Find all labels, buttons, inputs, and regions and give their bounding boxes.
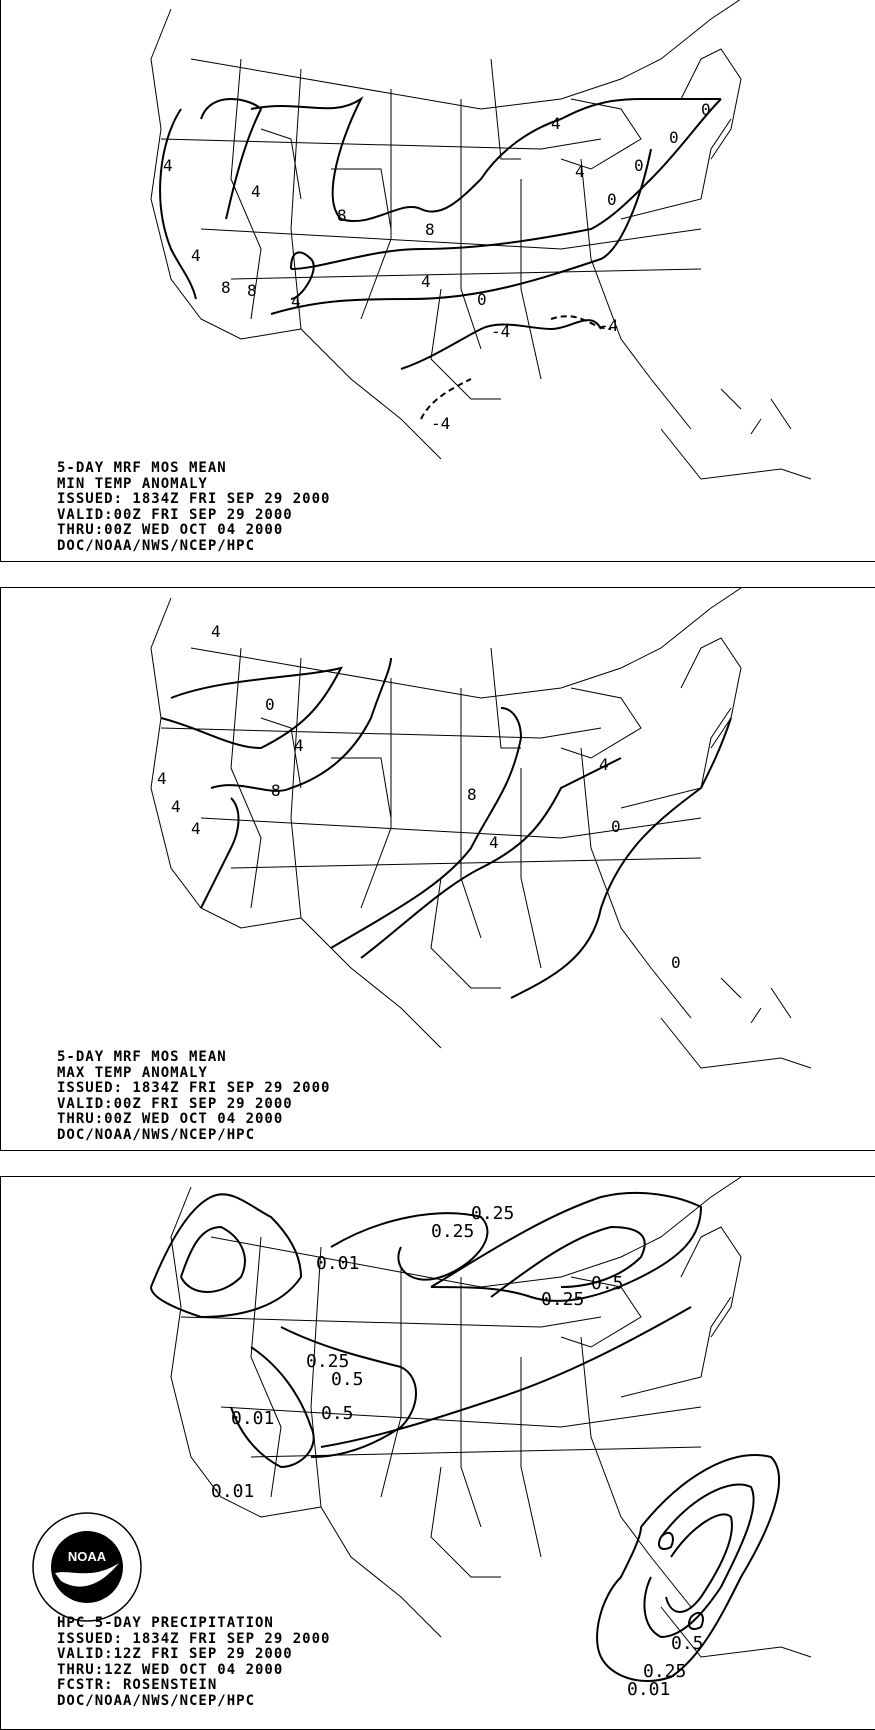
caption-line: DOC/NOAA/NWS/NCEP/HPC bbox=[57, 537, 256, 554]
contour-label: 4 bbox=[163, 156, 173, 175]
caption-line: VALID:00Z FRI SEP 29 2000 bbox=[57, 506, 293, 523]
contour-label: 8 bbox=[221, 278, 231, 297]
contour-label: 0 bbox=[634, 156, 644, 175]
contour-label: 0.25 bbox=[306, 1351, 350, 1372]
max-temp-anomaly-panel bbox=[0, 587, 875, 1151]
caption-line: FCSTR: ROSENSTEIN bbox=[57, 1677, 218, 1693]
contour-label: 4 bbox=[291, 292, 301, 311]
contour-lines bbox=[161, 658, 731, 998]
contour-label: 4 bbox=[421, 272, 431, 291]
contour-label: 0.5 bbox=[321, 1403, 354, 1424]
contour-lines bbox=[151, 1193, 779, 1681]
contour-label: 0.25 bbox=[541, 1289, 585, 1310]
contour-label: 0.25 bbox=[643, 1661, 687, 1682]
contour-label: 4 bbox=[599, 755, 609, 774]
contour-label: 0.25 bbox=[471, 1203, 515, 1224]
map-caption bbox=[57, 1050, 330, 1143]
contour-label: 0 bbox=[611, 817, 621, 836]
caption-line: ISSUED: 1834Z FRI SEP 29 2000 bbox=[57, 1630, 331, 1647]
caption-line: MAX TEMP ANOMALY bbox=[57, 1064, 208, 1081]
contour-label: 4 bbox=[157, 769, 167, 788]
contour-label: 4 bbox=[489, 833, 499, 852]
contour-label: 0 bbox=[671, 953, 681, 972]
contour-label: 4 bbox=[211, 622, 221, 641]
caption-line: DOC/NOAA/NWS/NCEP/HPC bbox=[57, 1692, 256, 1709]
map-caption bbox=[57, 1616, 330, 1709]
contour-label: 4 bbox=[551, 114, 561, 133]
contour-label: 0.01 bbox=[211, 1481, 255, 1502]
contour-lines bbox=[160, 99, 721, 419]
caption-line: DOC/NOAA/NWS/NCEP/HPC bbox=[57, 1126, 256, 1143]
contour-label: 8 bbox=[467, 785, 477, 804]
contour-label: 0 bbox=[477, 290, 487, 309]
caption-line: HPC 5-DAY PRECIPITATION bbox=[57, 1615, 274, 1631]
contour-label: 8 bbox=[247, 281, 257, 300]
caption-line: ISSUED: 1834Z FRI SEP 29 2000 bbox=[57, 491, 331, 507]
caption-line: 5-DAY MRF MOS MEAN bbox=[57, 1049, 227, 1065]
caption-line: THRU:00Z WED OCT 04 2000 bbox=[57, 522, 284, 538]
contour-label: 0.25 bbox=[431, 1221, 475, 1242]
contour-label: 0.01 bbox=[627, 1679, 671, 1700]
contour-label: 4 bbox=[294, 736, 304, 755]
contour-label: 4 bbox=[251, 182, 261, 201]
contour-label: 0 bbox=[607, 190, 617, 209]
contour-label: 0.5 bbox=[591, 1273, 624, 1294]
caption-line: VALID:12Z FRI SEP 29 2000 bbox=[57, 1646, 293, 1662]
caption-line: VALID:00Z FRI SEP 29 2000 bbox=[57, 1095, 293, 1112]
contour-label: 4 bbox=[171, 797, 181, 816]
contour-label: 4 bbox=[575, 162, 585, 181]
contour-label: 0.5 bbox=[331, 1369, 364, 1390]
caption-line: 5-DAY MRF MOS MEAN bbox=[57, 460, 227, 476]
noaa-logo-icon bbox=[31, 1511, 143, 1623]
state-boundaries bbox=[151, 0, 811, 479]
noaa-logo-text: NOAA bbox=[67, 1549, 107, 1564]
contour-label: 8 bbox=[337, 206, 347, 225]
contour-label: 8 bbox=[271, 781, 281, 800]
caption-line: THRU:00Z WED OCT 04 2000 bbox=[57, 1111, 284, 1127]
precipitation-panel bbox=[0, 1176, 875, 1730]
contour-label: 8 bbox=[425, 220, 435, 239]
contour-label: 0.01 bbox=[231, 1408, 275, 1429]
contour-label: 0 bbox=[265, 695, 275, 714]
map-caption bbox=[57, 461, 330, 554]
caption-line: MIN TEMP ANOMALY bbox=[57, 475, 208, 492]
min-temp-anomaly-panel bbox=[0, 0, 875, 562]
contour-label: 0 bbox=[669, 128, 679, 147]
contour-label: -4 bbox=[431, 414, 451, 433]
contour-label: -4 bbox=[599, 316, 619, 335]
contour-label: 4 bbox=[191, 819, 201, 838]
contour-label: -4 bbox=[491, 322, 511, 341]
contour-label: 0.01 bbox=[316, 1253, 360, 1274]
caption-line: THRU:12Z WED OCT 04 2000 bbox=[57, 1661, 284, 1678]
contour-label: 4 bbox=[191, 246, 201, 265]
contour-label: 0 bbox=[701, 100, 711, 119]
caption-line: ISSUED: 1834Z FRI SEP 29 2000 bbox=[57, 1080, 331, 1096]
contour-label: 0.5 bbox=[671, 1633, 704, 1654]
